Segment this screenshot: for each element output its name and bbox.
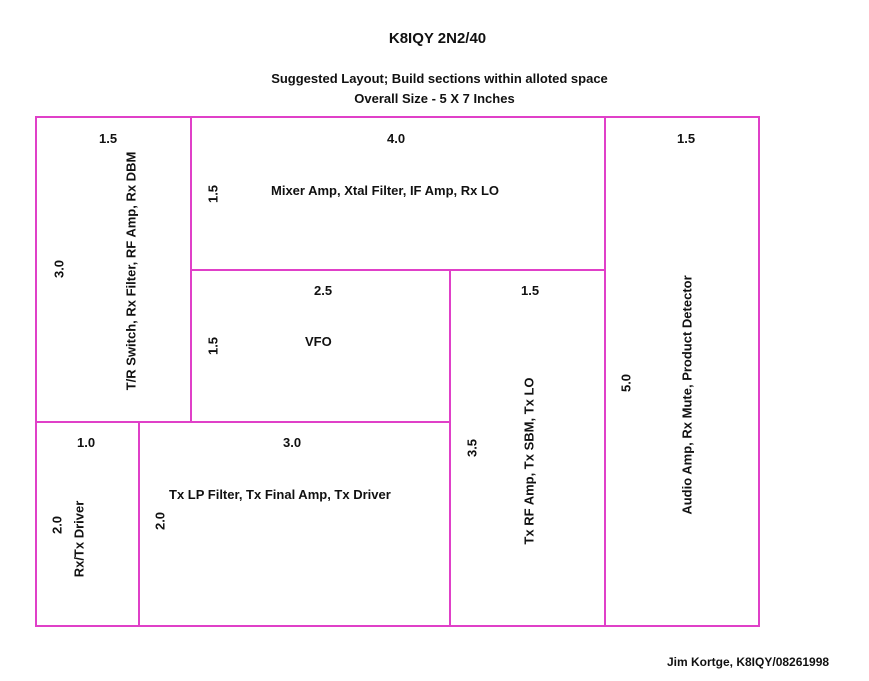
vfo-label: VFO [305,334,332,349]
tr-switch-width-label: 1.5 [99,131,118,146]
tr-switch-label: T/R Switch, Rx Filter, RF Amp, Rx DBM [123,151,139,391]
tx-lp-label: Tx LP Filter, Tx Final Amp, Tx Driver [169,487,391,502]
subtitle [0,69,869,109]
mixer-height-label: 1.5 [205,184,221,204]
tr-switch-height-label: 3.0 [51,259,67,279]
rx-tx-driver-width-label: 1.0 [77,435,96,450]
subtitle-line-2: Overall Size - 5 X 7 Inches [354,91,515,106]
diagram-title: K8IQY 2N2/40 [388,30,487,47]
rx-tx-driver-height-label: 2.0 [49,515,65,535]
subtitle-line-1: Suggested Layout; Build sections within alloted space [271,71,608,86]
section-tx-lp [138,421,451,627]
mixer-width-label: 4.0 [387,131,406,146]
audio-label: Audio Amp, Rx Mute, Product Detector [679,275,695,515]
audio-height-label: 5.0 [618,373,634,393]
tx-rf-width-label: 1.5 [521,283,540,298]
vfo-height-label: 1.5 [205,336,221,356]
vfo-width-label: 2.5 [314,283,333,298]
audio-width-label: 1.5 [677,131,696,146]
tx-rf-height-label: 3.5 [464,438,480,458]
tx-rf-label: Tx RF Amp, Tx SBM, Tx LO [521,377,537,545]
rx-tx-driver-label: Rx/Tx Driver [71,500,87,578]
tx-lp-width-label: 3.0 [283,435,302,450]
mixer-label: Mixer Amp, Xtal Filter, IF Amp, Rx LO [271,183,500,198]
author-credit: Jim Kortge, K8IQY/08261998 [667,655,830,669]
tx-lp-height-label: 2.0 [152,511,168,531]
